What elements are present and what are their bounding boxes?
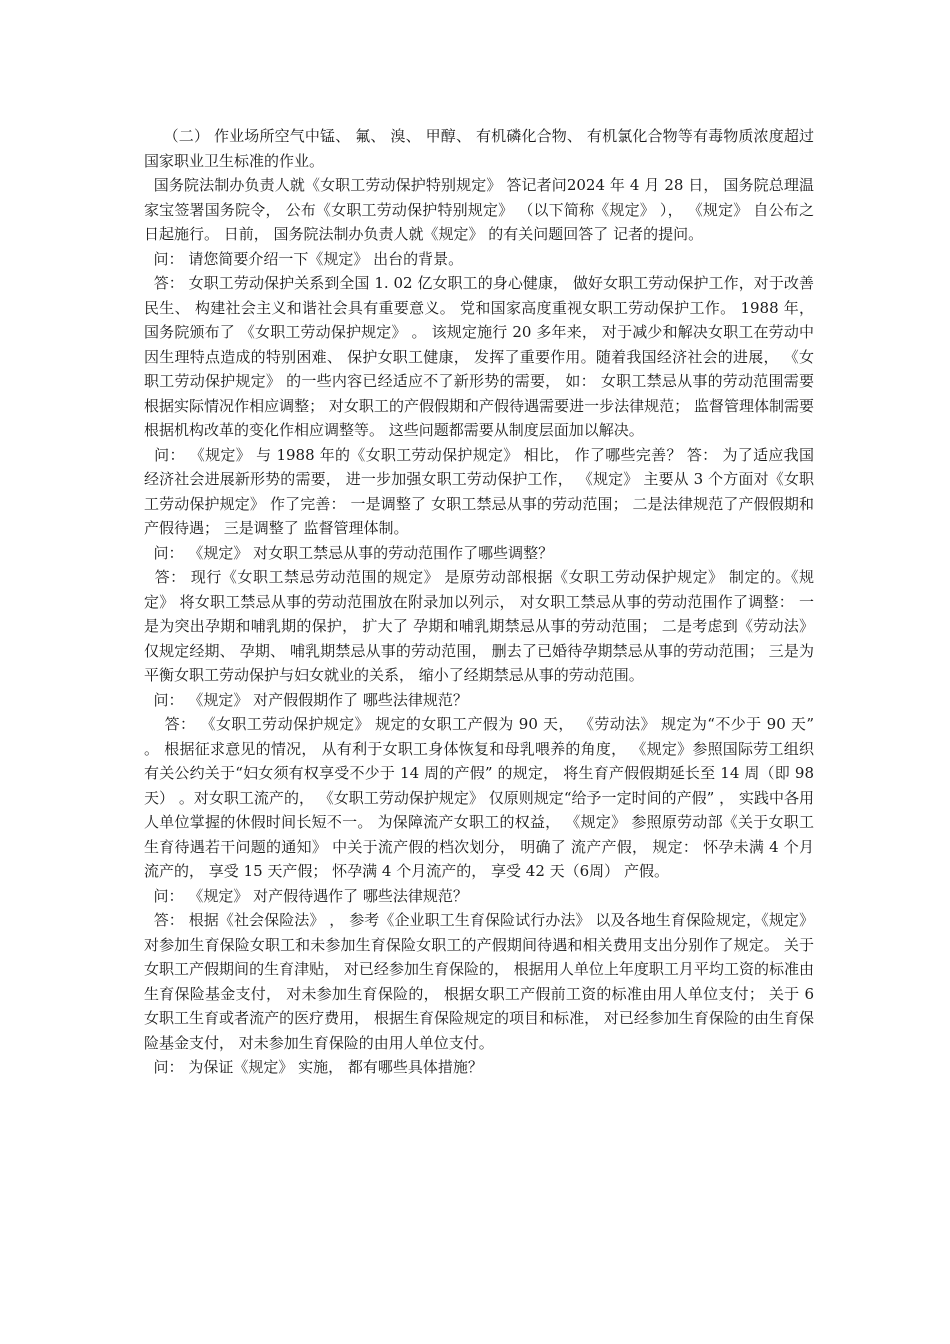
paragraph-qa-improvements: 问： 《规定》 与 1988 年的《女职工劳动保护规定》 相比， 作了哪些完善？ 答： 为了适应我国经济社会进展新形势的需要， 进一步加强女职工劳动保护工作， 《规定》 主要从 3 个方面对《女职工劳动保护规定》 作了完善： 一是调整了 女职工禁忌从事的劳动范围； 二是法律规范了产假假期和产假待遇； 三是调整了 监督管理体制。 [144,445,814,537]
paragraph-question-labor-scope: 问： 《规定》 对女职工禁忌从事的劳动范围作了哪些调整？ [144,543,554,562]
paragraph-answer-maternity-leave: 答： 《女职工劳动保护规定》 规定的女职工产假为 90 天， 《劳动法》 规定为“不少于 90 天” 。 根据征求意见的情况， 从有利于女职工身体恢复和母乳喂养的角度， 《规定》参照国际劳工组织有关公约关于“妇女须有权享受不少于 14 周的产假” 的规定， 将生育产假假期延长至 14 周（即 98 天） 。对女职工流产的， 《女职工劳动保护规定》 仅原则规定“给予一定时间的产假” ， 实践中各用人单位掌握的休假时间长短不一。 为保障流产女职工的权益， 《规定》 参照原劳动部《关于女职工生育待遇若干问题的通知》 中关于流产假的档次划分， 明确了 流产产假， 规定： 怀孕未满 4 个月流产的， 享受 15 天产假； 怀孕满 4 个月流产的， 享受 42 天（6周） 产假。 [144,715,819,880]
document-page [144,124,819,1080]
paragraph-answer-labor-scope: 答： 现行《女职工禁忌劳动范围的规定》 是原劳动部根据《女职工劳动保护规定》 制定的。《规定》 将女职工禁忌从事的劳动范围放在附录加以列示， 对女职工禁忌从事的劳动范围作了调整： 一是为突出孕期和哺乳期的保护， 扩大了 孕期和哺乳期禁忌从事的劳动范围； 二是考虑到《劳动法》 仅规定经期、 孕期、 哺乳期禁忌从事的劳动范围， 删去了已婚待孕期禁忌从事的劳动范围； 三是为平衡女职工劳动保护与妇女就业的关系， 缩小了经期禁忌从事的劳动范围。 [144,568,819,684]
paragraph-question-background: 问： 请您简要介绍一下《规定》 出台的背景。 [144,249,464,268]
paragraph-question-maternity-leave: 问： 《规定》 对产假假期作了 哪些法律规范？ [144,690,468,709]
paragraph-question-maternity-benefits: 问： 《规定》 对产假待遇作了 哪些法律规范？ [144,886,468,905]
paragraph-press-intro: 国务院法制办负责人就《女职工劳动保护特别规定》 答记者问2024 年 4 月 28 日， 国务院总理温家宝签署国务院令， 公布《女职工劳动保护特别规定》 （以下简称《规定》 ）， 《规定》 自公布之日起施行。 日前， 国务院法制办负责人就《规定》 的有关问题回答了 记者的提问。 [144,176,814,243]
paragraph-toxic-substances: （二） 作业场所空气中锰、 氟、 溴、 甲醇、 有机磷化合物、 有机氯化合物等有毒物质浓度超过国家职业卫生标准的作业。 [144,127,814,170]
paragraph-answer-maternity-benefits: 答： 根据《社会保险法》 ， 参考《企业职工生育保险试行办法》 以及各地生育保险规定，《规定》 对参加生育保险女职工和未参加生育保险女职工的产假期间待遇和相关费用支出分别作了规定。 关于女职工产假期间的生育津贴， 对已经参加生育保险的， 根据用人单位上年度职工月平均工资的标准由生育保险基金支付， 对未参加生育保险的， 根据女职工产假前工资的标准由用人单位支付； 关于 6 女职工生育或者流产的医疗费用， 根据生育保险规定的项目和标准， 对已经参加生育保险的由生育保险基金支付， 对未参加生育保险的由用人单位支付。 [144,911,819,1052]
paragraph-question-measures: 问： 为保证《规定》 实施， 都有哪些具体措施？ [144,1058,483,1076]
paragraph-answer-background: 答： 女职工劳动保护关系到全国 1. 02 亿女职工的身心健康， 做好女职工劳动保护工作，对于改善民生、 构建社会主义和谐社会具有重要意义。 党和国家高度重视女职工劳动保护工作。 1988 年， 国务院颁布了 《女职工劳动保护规定》 。 该规定施行 20 多年来， 对于减少和解决女职工在劳动中因生理特点造成的特别困难、 保护女职工健康， 发挥了重要作用。随着我国经济社会的进展， 《女职工劳动保护规定》 的一些内容已经适应不了新形势的需要， 如： 女职工禁忌从事的劳动范围需要根据实际情况作相应调整； 对女职工的产假假期和产假待遇需要进一步法律规范； 监督管理体制需要根据机构改革的变化作相应调整等。 这些问题都需要从制度层面加以解决。 [144,274,819,439]
